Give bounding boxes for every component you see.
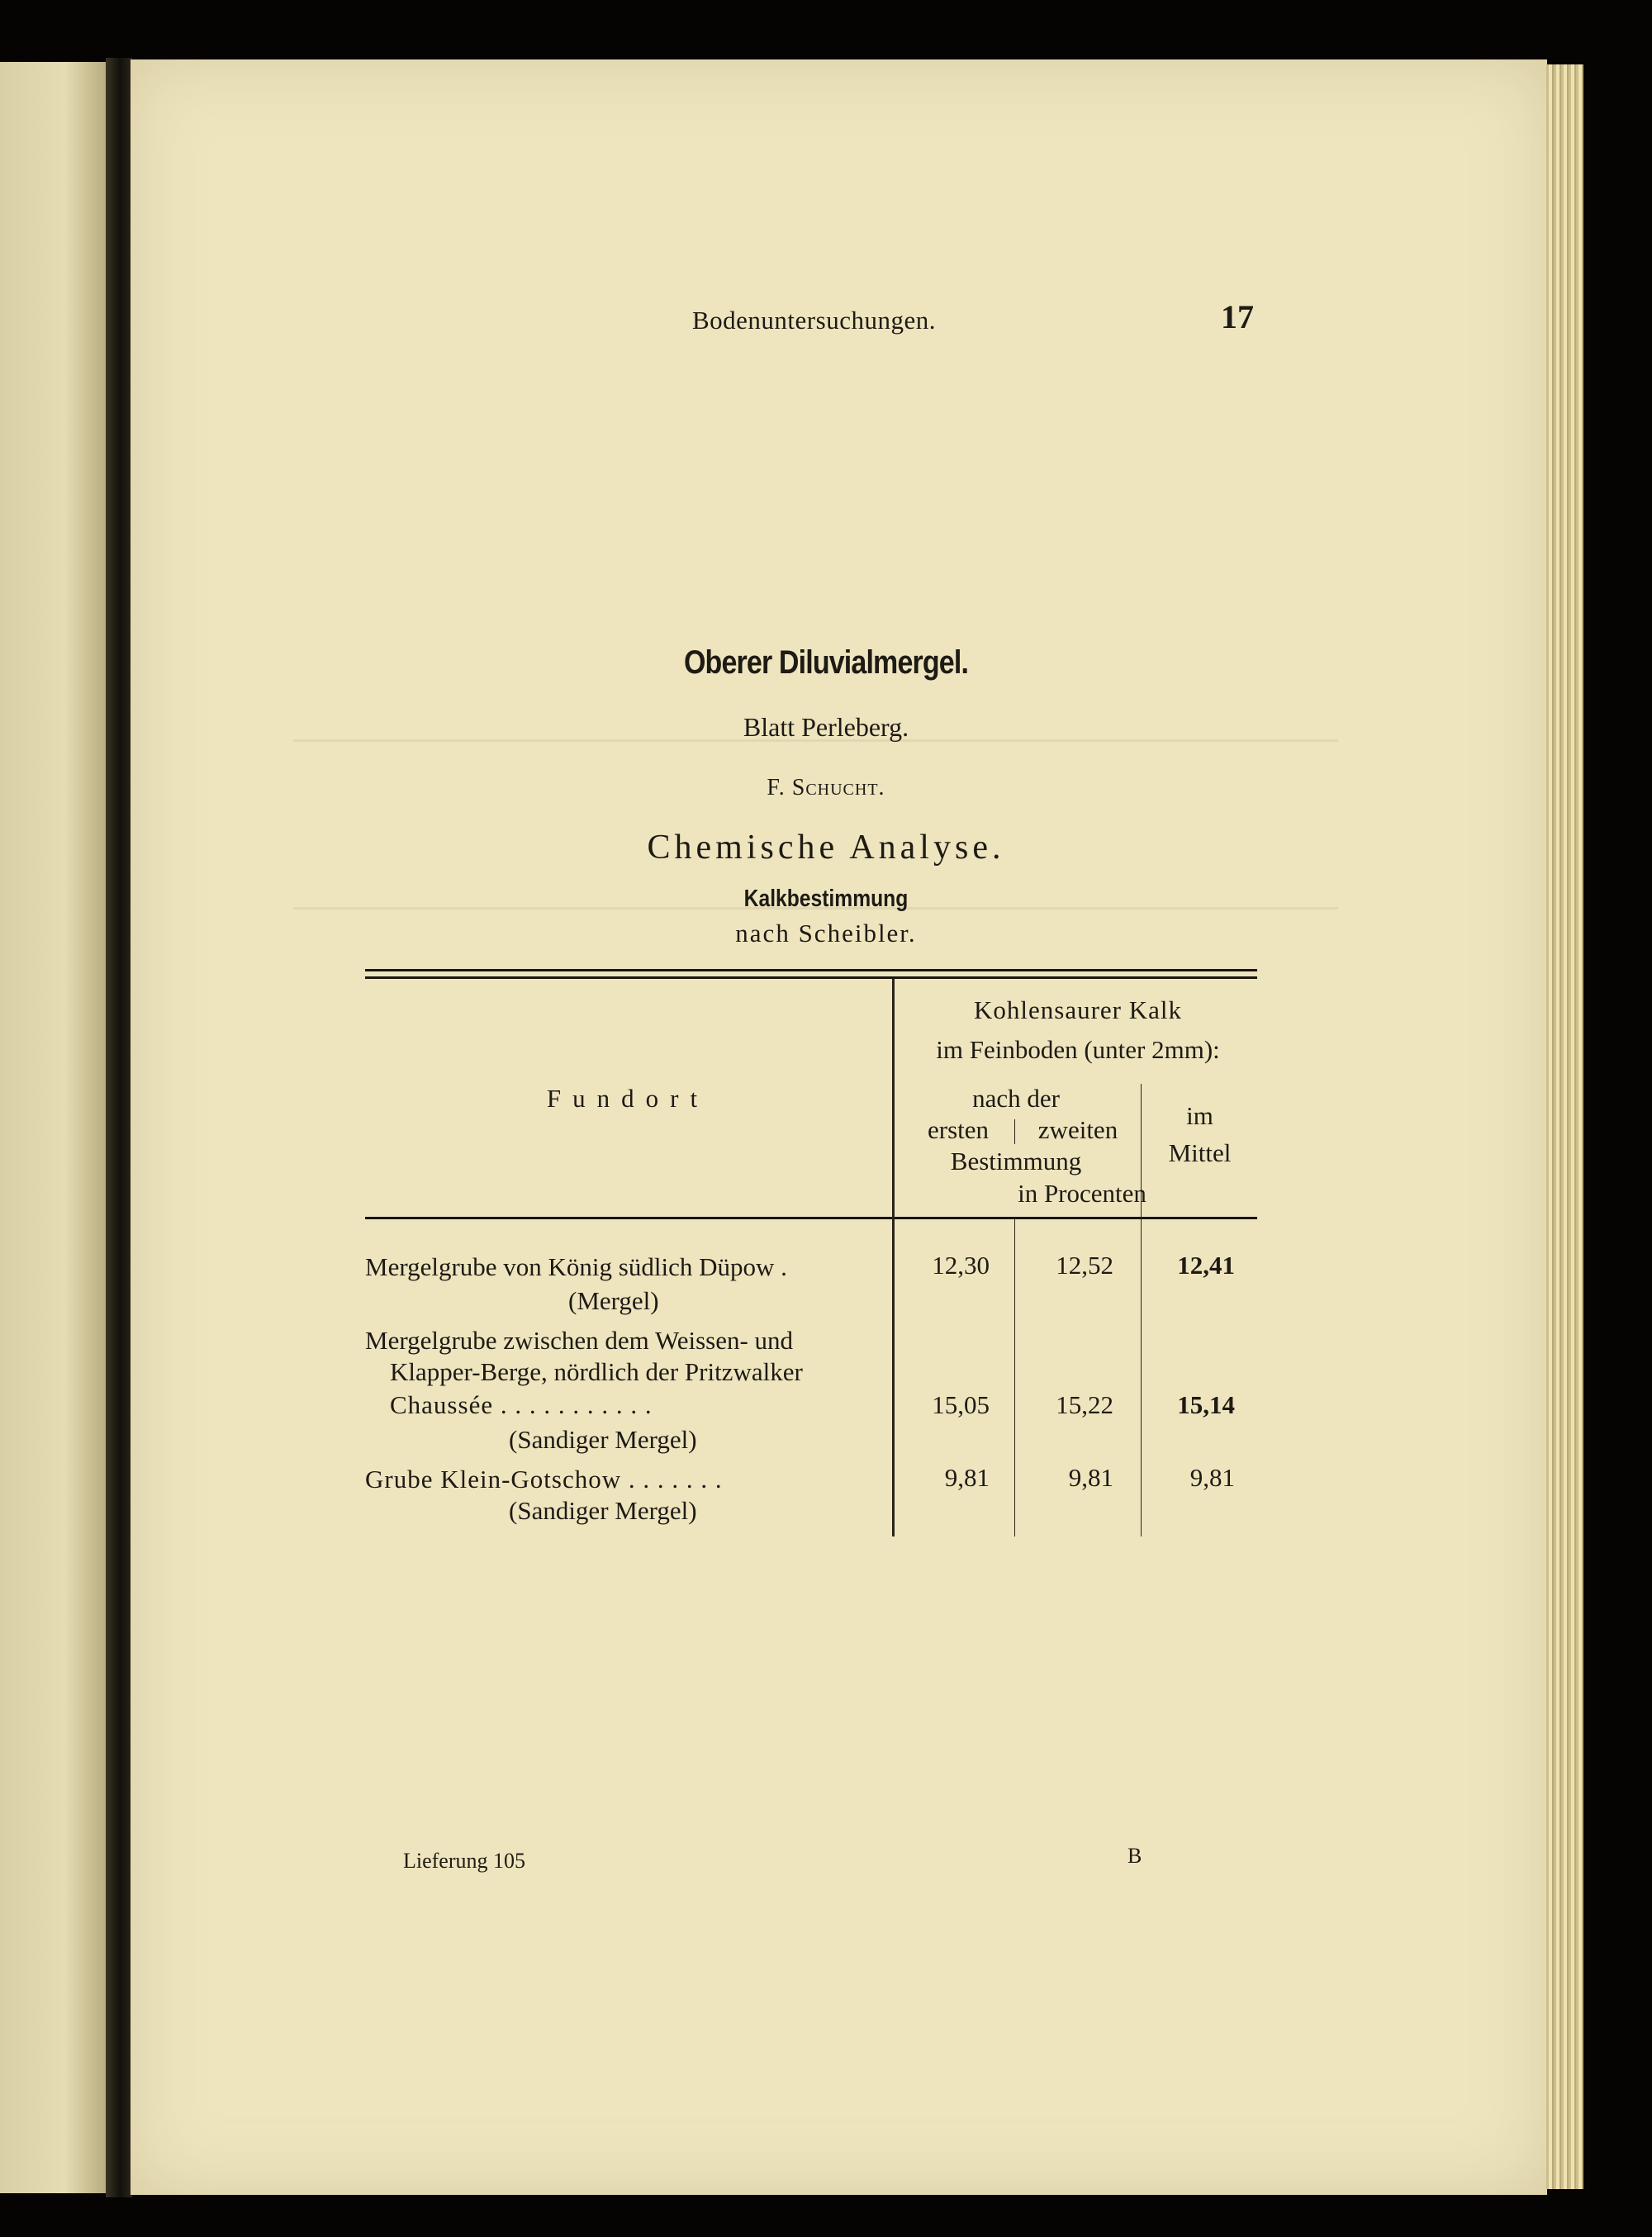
header-im: im [1186,1101,1213,1130]
row2-location-line2: Klapper-Berge, nördlich der Pritzwalker [390,1357,803,1386]
header-procenten: in Procenten [1018,1179,1146,1208]
row2-location-line3: Chaussée . . . . . . . . . . . [390,1390,653,1419]
header-ersten: ersten [927,1115,990,1144]
section-title: Oberer Diluvialmergel. [683,644,969,681]
row3-mean: 9,81 [1189,1463,1235,1492]
running-header: Bodenuntersuchungen. [692,306,936,335]
row2-second: 15,22 [1056,1390,1113,1419]
col-divider-second [1014,1119,1015,1144]
show-through-table [293,739,1338,910]
table-top-rule [365,969,1257,971]
footer-sheet-mark: B [1127,1844,1142,1868]
author: F. Schucht. [767,775,885,800]
header-mittel: Mittel [1168,1138,1232,1167]
row1-first: 12,30 [932,1251,990,1280]
book-gutter [106,58,132,2197]
row3-second: 9,81 [1068,1463,1113,1492]
page-number: 17 [1221,298,1254,335]
page-edges [1546,64,1583,2189]
row1-location: Mergelgrube von König südlich Düpow . [365,1252,787,1281]
header-fundort: Fundort [546,1084,710,1113]
row2-mean: 15,14 [1177,1390,1235,1419]
analysis-title: Chemische Analyse. [647,829,1005,867]
row3-soil: (Sandiger Mergel) [509,1496,697,1525]
footer-signature: Lieferung 105 [403,1849,526,1873]
left-page-edge [0,62,107,2193]
row1-soil: (Mergel) [568,1286,659,1315]
page [131,59,1547,2195]
row3-location: Grube Klein-Gotschow . . . . . . . [365,1465,723,1494]
header-group-line2: im Feinboden (unter 2mm): [936,1035,1220,1064]
row3-first: 9,81 [944,1463,990,1492]
header-nach-der: nach der [972,1084,1060,1113]
method-subtitle: nach Scheibler. [735,919,917,948]
header-bestimmung: Bestimmung [950,1147,1082,1175]
row2-location-line1: Mergelgrube zwischen dem Weissen- und [365,1326,794,1355]
header-zweiten: zweiten [1037,1115,1118,1144]
header-group-line1: Kohlensaurer Kalk [974,995,1182,1024]
method-title: Kalkbestimmung [743,886,909,912]
table-header-rule [365,1217,1257,1219]
row2-first: 15,05 [932,1390,990,1419]
row1-mean: 12,41 [1177,1251,1235,1280]
row2-soil: (Sandiger Mergel) [509,1425,697,1454]
row1-second: 12,52 [1056,1251,1113,1280]
table-top-rule-2 [365,976,1257,979]
sheet-name: Blatt Perleberg. [743,712,909,742]
